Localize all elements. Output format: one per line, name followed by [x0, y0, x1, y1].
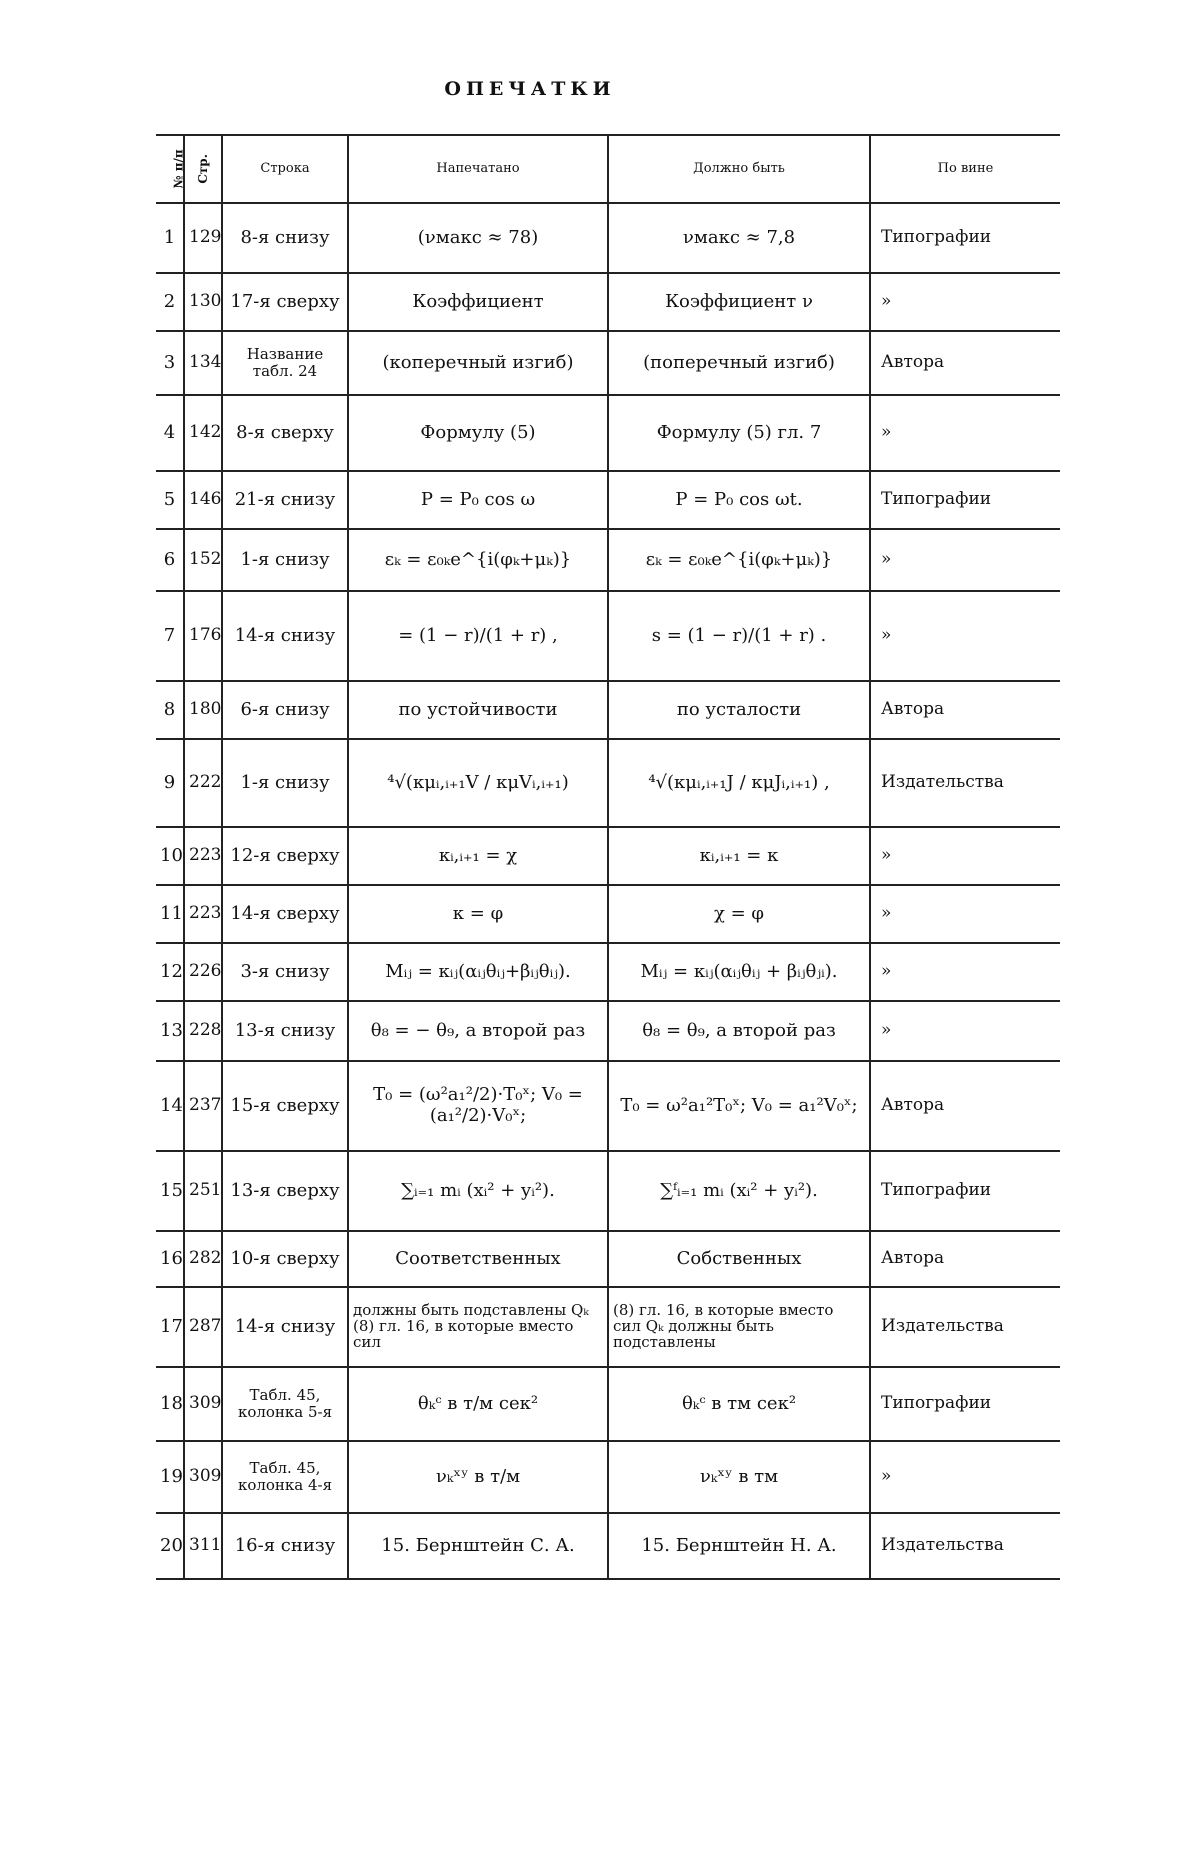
row-fault: Издательства	[870, 739, 1060, 827]
row-should-be: по усталости	[608, 681, 870, 739]
row-page: 226	[184, 943, 222, 1001]
row-num: 5	[156, 471, 184, 529]
table-row	[156, 395, 1060, 471]
table-row	[156, 1001, 1060, 1061]
table-row	[156, 1061, 1060, 1151]
row-line: 15-я сверху	[222, 1061, 348, 1151]
header-page: Стр.	[184, 135, 222, 203]
table-row	[156, 591, 1060, 681]
row-line: 14-я снизу	[222, 591, 348, 681]
row-num: 8	[156, 681, 184, 739]
row-fault: »	[870, 591, 1060, 681]
row-printed: Mᵢⱼ = κᵢⱼ(αᵢⱼθᵢⱼ+βᵢⱼθᵢⱼ).	[348, 943, 608, 1001]
table-row	[156, 1151, 1060, 1231]
row-num: 2	[156, 273, 184, 331]
row-printed: Соответственных	[348, 1231, 608, 1287]
row-page: 223	[184, 827, 222, 885]
row-num: 18	[156, 1367, 184, 1441]
row-line: 14-я снизу	[222, 1287, 348, 1367]
row-should-be: (поперечный изгиб)	[608, 331, 870, 395]
table-row	[156, 1441, 1060, 1513]
page-title: ОПЕЧАТКИ	[444, 78, 616, 100]
row-printed: T₀ = (ω²a₁²/2)·T₀ˣ; V₀ = (a₁²/2)·V₀ˣ;	[348, 1061, 608, 1151]
row-page: 223	[184, 885, 222, 943]
row-line: Табл. 45, колонка 4-я	[222, 1441, 348, 1513]
row-printed: θₖᶜ в т/м сек²	[348, 1367, 608, 1441]
row-should-be: Формулу (5) гл. 7	[608, 395, 870, 471]
row-printed: должны быть подставлены Qₖ (8) гл. 16, в которые вместо сил	[348, 1287, 608, 1367]
row-printed: (коперечный изгиб)	[348, 331, 608, 395]
row-should-be: νₖˣʸ в тм	[608, 1441, 870, 1513]
row-printed: κ = φ	[348, 885, 608, 943]
row-num: 9	[156, 739, 184, 827]
row-line: 8-я сверху	[222, 395, 348, 471]
row-line: 8-я снизу	[222, 203, 348, 273]
row-line: 12-я сверху	[222, 827, 348, 885]
row-should-be: 15. Бернштейн Н. А.	[608, 1513, 870, 1579]
row-should-be: s = (1 − r)/(1 + r) .	[608, 591, 870, 681]
row-line: 13-я снизу	[222, 1001, 348, 1061]
header-row	[156, 135, 1060, 203]
row-page: 134	[184, 331, 222, 395]
table-row	[156, 331, 1060, 395]
header-should-be: Должно быть	[608, 135, 870, 203]
row-page: 287	[184, 1287, 222, 1367]
table-row	[156, 203, 1060, 273]
row-printed: 15. Бернштейн С. А.	[348, 1513, 608, 1579]
row-fault: Типографии	[870, 1151, 1060, 1231]
row-fault: »	[870, 1441, 1060, 1513]
row-page: 311	[184, 1513, 222, 1579]
row-should-be: ⁴√(κμᵢ,ᵢ₊₁J / κμJᵢ,ᵢ₊₁) ,	[608, 739, 870, 827]
row-page: 129	[184, 203, 222, 273]
row-num: 14	[156, 1061, 184, 1151]
table-row	[156, 943, 1060, 1001]
header-num: № п/п	[156, 135, 184, 203]
row-printed: Коэффициент	[348, 273, 608, 331]
row-page: 309	[184, 1367, 222, 1441]
errata-table	[156, 134, 1060, 1580]
row-printed: κᵢ,ᵢ₊₁ = χ	[348, 827, 608, 885]
row-printed: Формулу (5)	[348, 395, 608, 471]
row-fault: Автора	[870, 331, 1060, 395]
header-printed: Напечатано	[348, 135, 608, 203]
row-should-be: κᵢ,ᵢ₊₁ = κ	[608, 827, 870, 885]
row-fault: Издательства	[870, 1513, 1060, 1579]
row-should-be: (8) гл. 16, в которые вместо сил Qₖ должны быть подставлены	[608, 1287, 870, 1367]
row-page: 282	[184, 1231, 222, 1287]
row-fault: »	[870, 1001, 1060, 1061]
row-fault: Автора	[870, 1061, 1060, 1151]
row-num: 13	[156, 1001, 184, 1061]
row-fault: »	[870, 395, 1060, 471]
row-should-be: Коэффициент ν	[608, 273, 870, 331]
row-printed: (νмакс ≈ 78)	[348, 203, 608, 273]
row-line: 14-я сверху	[222, 885, 348, 943]
row-printed: ⁴√(κμᵢ,ᵢ₊₁V / κμVᵢ,ᵢ₊₁)	[348, 739, 608, 827]
row-fault: »	[870, 529, 1060, 591]
row-num: 19	[156, 1441, 184, 1513]
row-should-be: P = P₀ cos ωt.	[608, 471, 870, 529]
header-fault: По вине	[870, 135, 1060, 203]
table-row	[156, 1231, 1060, 1287]
row-line: Табл. 45, колонка 5-я	[222, 1367, 348, 1441]
row-should-be: εₖ = ε₀ₖe^{i(φₖ+μₖ)}	[608, 529, 870, 591]
table-row	[156, 885, 1060, 943]
row-fault: »	[870, 943, 1060, 1001]
row-page: 237	[184, 1061, 222, 1151]
table-row	[156, 529, 1060, 591]
row-num: 3	[156, 331, 184, 395]
row-num: 16	[156, 1231, 184, 1287]
row-printed: ∑ᵢ₌₁ mᵢ (xᵢ² + yᵢ²).	[348, 1151, 608, 1231]
table-row	[156, 739, 1060, 827]
row-page: 309	[184, 1441, 222, 1513]
row-fault: Автора	[870, 681, 1060, 739]
row-printed: P = P₀ cos ω	[348, 471, 608, 529]
table-row	[156, 471, 1060, 529]
row-page: 180	[184, 681, 222, 739]
row-line: 10-я сверху	[222, 1231, 348, 1287]
row-num: 10	[156, 827, 184, 885]
table-row	[156, 1287, 1060, 1367]
row-line: 17-я сверху	[222, 273, 348, 331]
row-printed: θ₈ = − θ₉, а второй раз	[348, 1001, 608, 1061]
row-fault: Издательства	[870, 1287, 1060, 1367]
row-page: 152	[184, 529, 222, 591]
row-num: 1	[156, 203, 184, 273]
row-fault: Типографии	[870, 1367, 1060, 1441]
row-line: 1-я снизу	[222, 529, 348, 591]
table-row	[156, 681, 1060, 739]
table-row	[156, 273, 1060, 331]
row-printed: по устойчивости	[348, 681, 608, 739]
row-line: 13-я сверху	[222, 1151, 348, 1231]
row-should-be: Mᵢⱼ = κᵢⱼ(αᵢⱼθᵢⱼ + βᵢⱼθⱼᵢ).	[608, 943, 870, 1001]
row-line: 1-я снизу	[222, 739, 348, 827]
row-page: 222	[184, 739, 222, 827]
row-num: 12	[156, 943, 184, 1001]
row-fault: »	[870, 273, 1060, 331]
row-num: 15	[156, 1151, 184, 1231]
row-num: 20	[156, 1513, 184, 1579]
row-line: 16-я снизу	[222, 1513, 348, 1579]
row-printed: εₖ = ε₀ₖe^{i(φₖ+μₖ)}	[348, 529, 608, 591]
row-line: Название табл. 24	[222, 331, 348, 395]
row-line: 6-я снизу	[222, 681, 348, 739]
row-should-be: θ₈ = θ₉, а второй раз	[608, 1001, 870, 1061]
row-fault: »	[870, 885, 1060, 943]
row-printed: νₖˣʸ в т/м	[348, 1441, 608, 1513]
row-should-be: θₖᶜ в тм сек²	[608, 1367, 870, 1441]
row-line: 21-я снизу	[222, 471, 348, 529]
row-printed: = (1 − r)/(1 + r) ,	[348, 591, 608, 681]
table-row	[156, 827, 1060, 885]
header-line: Строка	[222, 135, 348, 203]
row-fault: Автора	[870, 1231, 1060, 1287]
row-num: 17	[156, 1287, 184, 1367]
row-fault: Типографии	[870, 203, 1060, 273]
row-should-be: ∑ᶠᵢ₌₁ mᵢ (xᵢ² + yᵢ²).	[608, 1151, 870, 1231]
row-fault: Типографии	[870, 471, 1060, 529]
row-line: 3-я снизу	[222, 943, 348, 1001]
row-should-be: νмакс ≈ 7,8	[608, 203, 870, 273]
row-page: 228	[184, 1001, 222, 1061]
table-row	[156, 1367, 1060, 1441]
row-num: 6	[156, 529, 184, 591]
row-page: 146	[184, 471, 222, 529]
row-fault: »	[870, 827, 1060, 885]
row-num: 7	[156, 591, 184, 681]
table-row	[156, 1513, 1060, 1579]
row-should-be: χ = φ	[608, 885, 870, 943]
row-should-be: Собственных	[608, 1231, 870, 1287]
row-page: 251	[184, 1151, 222, 1231]
row-page: 130	[184, 273, 222, 331]
row-num: 11	[156, 885, 184, 943]
row-num: 4	[156, 395, 184, 471]
row-page: 176	[184, 591, 222, 681]
row-should-be: T₀ = ω²a₁²T₀ˣ; V₀ = a₁²V₀ˣ;	[608, 1061, 870, 1151]
row-page: 142	[184, 395, 222, 471]
